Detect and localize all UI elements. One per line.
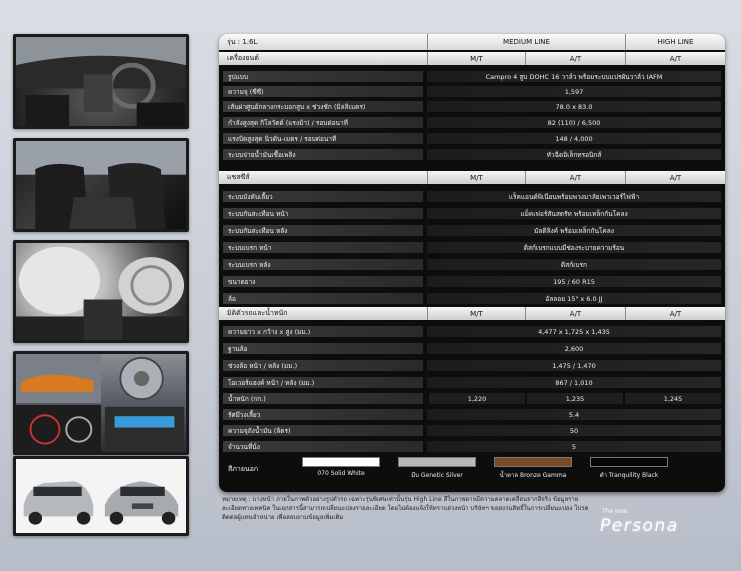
- logo-small-text: The new: [602, 508, 628, 515]
- chassis-title: แชสซีส์: [227, 173, 250, 181]
- engine-row: [223, 148, 721, 161]
- spec-value: 5: [427, 441, 721, 452]
- spec-label: ช่วงล้อ หน้า / หลัง (มม.): [223, 360, 423, 371]
- spec-value: 78.0 x 83.0: [427, 101, 721, 112]
- weight-at-high: 1,245: [625, 393, 721, 404]
- engine-col-at2: A/T: [625, 52, 725, 65]
- spec-value: แม็คเฟอร์สันสตรัท พร้อมเหล็กกันโคลง: [427, 208, 721, 219]
- engine-col-at1: A/T: [525, 52, 625, 65]
- dimensions-row: [223, 342, 721, 355]
- spec-label: จำนวนที่นั่ง: [223, 441, 423, 452]
- engine-row: [223, 116, 721, 129]
- chassis-col-mt: M/T: [427, 171, 525, 184]
- chassis-row: [223, 292, 721, 305]
- colors-label: สีภายนอก: [228, 465, 259, 473]
- engine-row: [223, 132, 721, 145]
- spec-value: 4,477 x 1,725 x 1,435: [427, 326, 721, 337]
- swatch-box: [302, 457, 380, 467]
- chassis-row: [223, 207, 721, 220]
- dimensions-section-header: [219, 307, 725, 320]
- engine-section-header: [219, 52, 725, 65]
- swatch-name: น้ำตาล Bronze Gamma: [499, 472, 567, 479]
- dimensions-row: [223, 424, 721, 437]
- spec-value: 82 (110) / 6,500: [427, 117, 721, 128]
- swatch-name: มีบ Genetic Silver: [411, 472, 463, 479]
- dimensions-row: [223, 359, 721, 372]
- spec-label: น้ำหนัก (กก.): [223, 393, 423, 404]
- spec-label: ระบบเบรก หลัง: [223, 259, 423, 270]
- spec-label: ความยาว x กว้าง x สูง (มม.): [223, 326, 423, 337]
- spec-label: ระบบกันสะเทือน หลัง: [223, 225, 423, 236]
- engine-row: [223, 85, 721, 98]
- spec-value: ดิสก์เบรก: [427, 259, 721, 270]
- spec-value: 1,475 / 1,470: [427, 360, 721, 371]
- spec-label: ขนาดยาง: [223, 276, 423, 287]
- spec-panel: [219, 34, 725, 492]
- dimensions-col-mt: M/T: [427, 307, 525, 320]
- exterior-colors: [223, 457, 721, 485]
- chassis-row: [223, 275, 721, 288]
- swatch-name: ดำ Tranquility Black: [599, 472, 659, 479]
- chassis-row: [223, 224, 721, 237]
- persona-logo: [600, 508, 728, 542]
- spec-value: ดิสก์เบรกแบบมีช่องระบายความร้อน: [427, 242, 721, 253]
- spec-label: ล้อ: [223, 293, 423, 304]
- engine-title: เครื่องยนต์: [227, 54, 259, 62]
- spec-value: 5.4: [427, 409, 721, 420]
- spec-label: แรงบิดสูงสุด นิวตัน-เมตร / รอบต่อนาที: [223, 133, 423, 144]
- weight-mt: 1,220: [429, 393, 525, 404]
- spec-label: รัศมีวงเลี้ยว: [223, 409, 423, 420]
- spec-value: มัลติลิงค์ พร้อมเหล็กกันโคลง: [427, 225, 721, 236]
- color-swatch-silver: [398, 457, 476, 480]
- interior-seats-photo: [13, 138, 189, 232]
- dimensions-title: มิติตัวรถและน้ำหนัก: [227, 309, 288, 317]
- spec-label: รูปแบบ: [223, 71, 423, 82]
- swatch-box: [590, 457, 668, 467]
- chassis-row: [223, 190, 721, 203]
- car-exterior-photo: [13, 456, 189, 536]
- dimensions-row: [223, 408, 721, 421]
- details-collage-photo: [13, 351, 189, 455]
- color-swatch-black: [590, 457, 668, 480]
- airbag-photo: [13, 240, 189, 343]
- spec-value: อัลลอย 15" x 6.0 JJ: [427, 293, 721, 304]
- spec-label: ระบบจ่ายน้ำมันเชื้อเพลิง: [223, 149, 423, 160]
- dimensions-row: [223, 440, 721, 453]
- spec-label: เส้นผ่าศูนย์กลางกระบอกสูบ x ช่วงชัก (มิลลิเมตร): [223, 101, 423, 112]
- spec-value: 867 / 1,010: [427, 377, 721, 388]
- dimensions-row: [223, 325, 721, 338]
- spec-value: 1,597: [427, 86, 721, 97]
- spec-label: ฐานล้อ: [223, 343, 423, 354]
- spec-value: แร็คแอนด์พิเนียนพร้อมพวงมาลัยเพาเวอร์ไฟฟ้า: [427, 191, 721, 202]
- spec-label: โอเวอร์แฮงค์ หน้า / หลัง (มม.): [223, 377, 423, 388]
- footnote: หมายเหตุ : บางหน้า ภายในภาพตัวอย่างรูปตัวรถ เฉพาะรุ่นพิเศษเท่านั้นรุ่น High Line สีในภาพอาจมีความคลาดเคลื่อนจากสีจริง ข้อมูลรายละเอียดทางเทคนิค ในเอกสารนี้สามารถเปลี่ยนแปลงรายละเอียด โดยไม่ต้องแจ้งให้ทราบล่วงหน้า บริษัทฯ ขอสงวนสิทธิ์ในการเปลี่ยนแปลง โปรดติดต่อผู้แทนจำหน่าย เพื่อสอบถามข้อมูลเพิ่มเติม: [222, 496, 589, 522]
- spec-label: ระบบกันสะเทือน หน้า: [223, 208, 423, 219]
- color-swatch-bronze: [494, 457, 572, 480]
- medium-line-header: MEDIUM LINE: [427, 34, 625, 50]
- weight-at-medium: 1,235: [527, 393, 623, 404]
- spec-label: กำลังสูงสุด กิโลวัตต์ (แรงม้า) / รอบต่อนาที: [223, 117, 423, 128]
- spec-label: ระบบบังคับเลี้ยว: [223, 191, 423, 202]
- model-header: [219, 34, 725, 50]
- spec-value: Campro 4 สูบ DOHC 16 วาล์ว พร้อมระบบแปรผันวาล์ว IAFM: [427, 71, 721, 82]
- high-line-header: HIGH LINE: [625, 34, 725, 50]
- spec-value: 2,600: [427, 343, 721, 354]
- spec-value: 50: [427, 425, 721, 436]
- spec-label: ระบบเบรก หน้า: [223, 242, 423, 253]
- chassis-col-at2: A/T: [625, 171, 725, 184]
- interior-dashboard-photo: [13, 34, 189, 129]
- color-swatch-white: [302, 457, 380, 477]
- spec-value: 148 / 4,000: [427, 133, 721, 144]
- chassis-row: [223, 241, 721, 254]
- logo-wordmark: Persona: [600, 516, 679, 536]
- dimensions-row: [223, 376, 721, 389]
- spec-value: หัวฉีดอิเล็กทรอนิกส์: [427, 149, 721, 160]
- spec-label: ความจุ (ซีซี): [223, 86, 423, 97]
- engine-row: [223, 70, 721, 83]
- spec-value: 195 / 60 R15: [427, 276, 721, 287]
- dimensions-col-at2: A/T: [625, 307, 725, 320]
- swatch-box: [398, 457, 476, 467]
- chassis-col-at1: A/T: [525, 171, 625, 184]
- swatch-name: 070 Solid White: [317, 470, 365, 477]
- chassis-row: [223, 258, 721, 271]
- chassis-section-header: [219, 171, 725, 184]
- swatch-box: [494, 457, 572, 467]
- engine-row: [223, 100, 721, 113]
- model-label: รุ่น : 1.6L: [227, 37, 258, 46]
- spec-label: ความจุถังน้ำมัน (ลิตร): [223, 425, 423, 436]
- engine-col-mt: M/T: [427, 52, 525, 65]
- weight-row: [223, 392, 721, 405]
- dimensions-col-at1: A/T: [525, 307, 625, 320]
